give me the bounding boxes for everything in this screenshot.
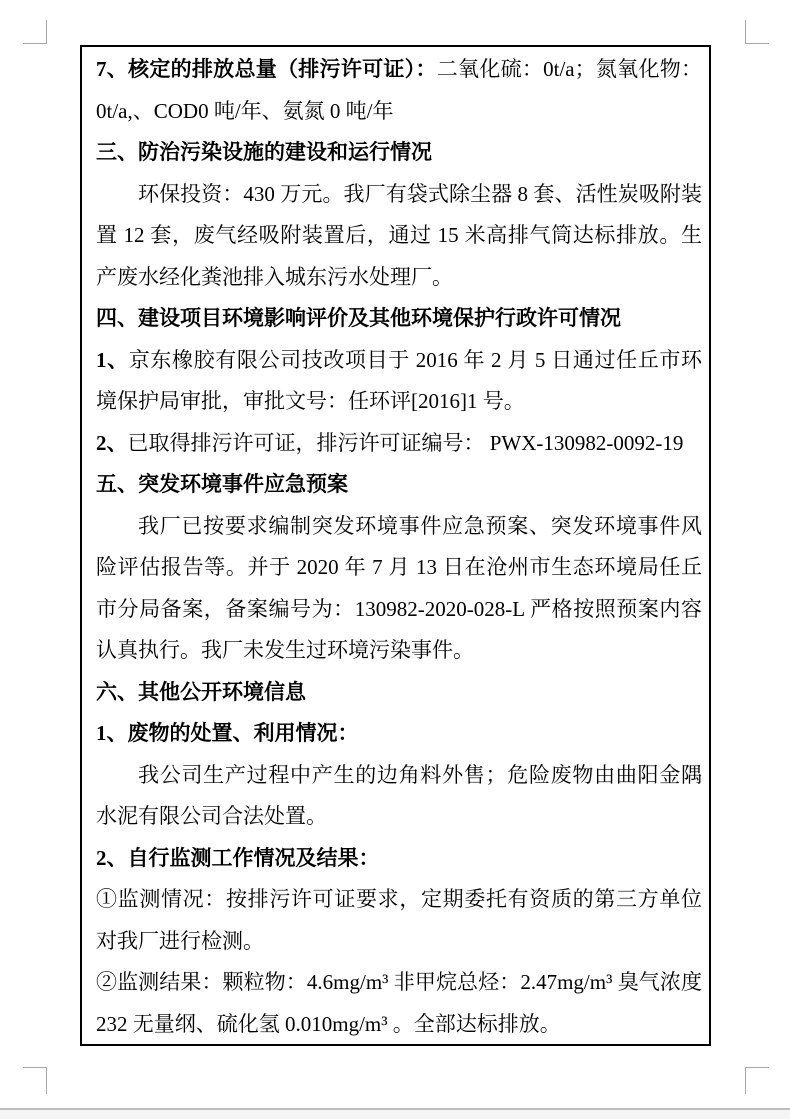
subheading-waste-disposal: 1、废物的处置、利用情况： xyxy=(96,721,359,745)
subheading-self-monitoring: 2、自行监测工作情况及结果： xyxy=(96,845,380,870)
crop-mark-bottom-left-icon xyxy=(23,1067,47,1094)
crop-mark-top-left-icon xyxy=(23,20,47,44)
section-heading-3-pollution-control: 三、防治污染设施的建设和运行情况 xyxy=(96,140,432,164)
paragraph-text: 已取得排污许可证，排污许可证编号： PWX-130982-0092-19 xyxy=(127,430,684,455)
paragraph-discharge-permit xyxy=(96,423,702,465)
paragraph-lead: 7、核定的排放总量（排污许可证）： xyxy=(96,57,437,81)
paragraph-text: 二氧化硫：0t/a；氮氧化物：0t/a,、COD0 吨/年、氨氮 0 吨/年 xyxy=(96,57,703,123)
crop-mark-bottom-right-icon xyxy=(745,1067,769,1094)
paragraph-eia-approval xyxy=(96,340,702,423)
paragraph-lead: 1、 xyxy=(96,347,129,372)
page-bottom-boundary xyxy=(0,1108,790,1119)
paragraph-waste-disposal-detail: 我公司生产过程中产生的边角料外售；危险废物由曲阳金隅水泥有限公司合法处置。 xyxy=(96,762,702,828)
paragraph-monitoring-results: ②监测结果：颗粒物：4.6mg/m³ 非甲烷总烃：2.47mg/m³ 臭气浓度 232 无量纲、硫化氢 0.010mg/m³ 。全部达标排放。 xyxy=(96,970,702,1036)
section-heading-6-other-public-info: 六、其他公开环境信息 xyxy=(96,679,306,704)
paragraph-monitoring-situation: ①监测情况：按排污许可证要求，定期委托有资质的第三方单位对我厂进行检测。 xyxy=(96,887,702,953)
paragraph-emergency-plan-filing: 我厂已按要求编制突发环境事件应急预案、突发环境事件风险评估报告等。并于 2020 年 7 月 13 日在沧州市生态环境局任丘市分局备案，备案编号为：130982-2020-028-L 严格按照预案内容认真执行。我厂未发生过环境污染事件。 xyxy=(96,513,702,662)
document-table-cell xyxy=(80,45,711,1046)
section-heading-5-emergency-plan: 五、突发环境事件应急预案 xyxy=(96,472,348,496)
paragraph-env-investment: 环保投资：430 万元。我厂有袋式除尘器 8 套、活性炭吸附装置 12 套，废气经吸附装置后，通过 15 米高排气筒达标排放。生产废水经化粪池排入城东污水处理厂。 xyxy=(96,181,702,289)
paragraph-lead: 2、 xyxy=(96,430,128,455)
crop-mark-top-right-icon xyxy=(745,20,769,44)
paragraph-approved-emission-total xyxy=(96,49,702,132)
section-heading-4-eia-permits: 四、建设项目环境影响评价及其他环境保护行政许可情况 xyxy=(96,306,621,330)
paragraph-text: 京东橡胶有限公司技改项目于 2016 年 2 月 5 日通过任丘市环境保护局审批，审批文号：任环评[2016]1 号。 xyxy=(96,347,703,413)
